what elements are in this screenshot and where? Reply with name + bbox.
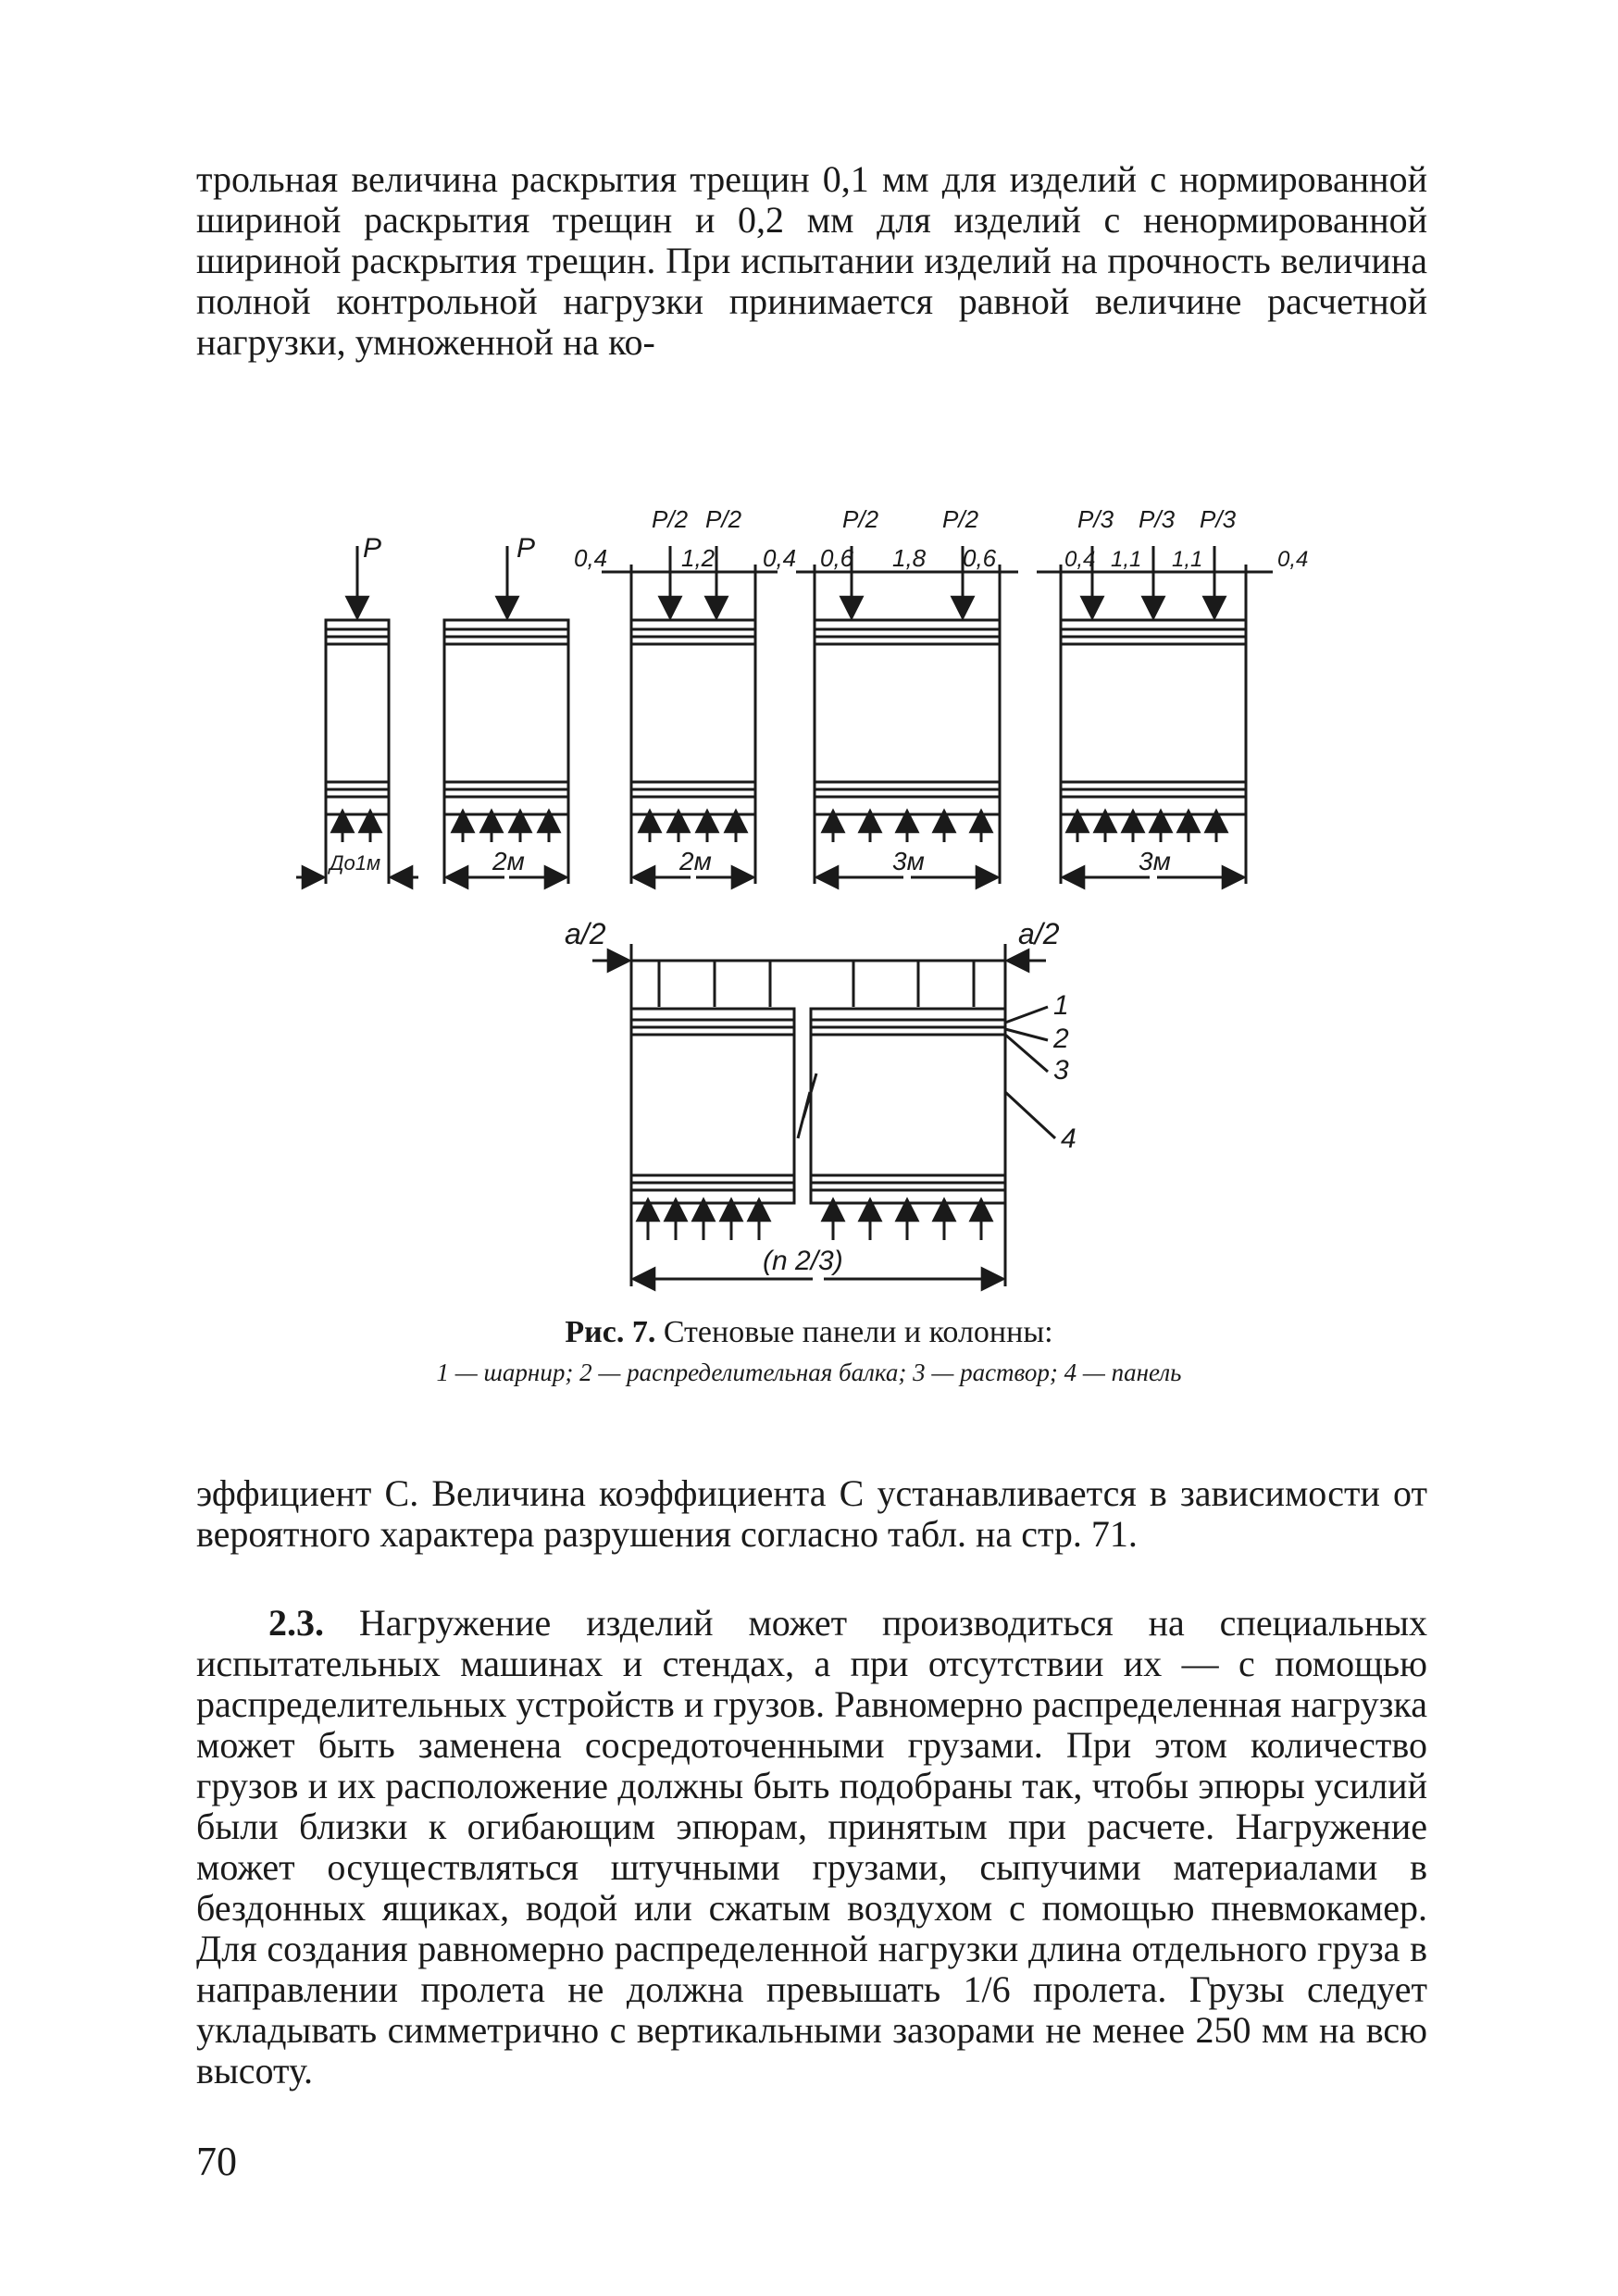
label-dim-0-4-b: 0,4 (763, 544, 797, 572)
label-dim-1-8: 1,8 (892, 544, 927, 572)
label-load-p2-4: P/2 (942, 505, 979, 533)
specimen-panel-3m-p2 (796, 546, 1018, 884)
label-dim-1-2: 1,2 (681, 544, 716, 572)
figure-wall-panels-columns (278, 500, 1351, 1314)
label-dim-0-4-d: 0,4 (1277, 547, 1309, 572)
label-dim-0-6-a: 0,6 (820, 544, 854, 572)
label-load-p-2: P (517, 533, 536, 564)
bottom-paragraph-1: эффициент C. Величина коэффициента C устанавливается в зависимости от вероятного характера разрушения согласно табл. на стр. 71. (196, 1472, 1427, 1555)
caption-label: Рис. 7. (565, 1315, 656, 1349)
section-number: 2.3. (268, 1602, 324, 1644)
page-number: 70 (196, 2139, 237, 2184)
label-span-3m-b: 3м (1139, 847, 1171, 875)
label-load-p-1: P (363, 533, 382, 564)
specimen-column (296, 546, 418, 884)
label-load-p2-3: P/2 (842, 505, 879, 533)
bottom-paragraph-2 (196, 1603, 1427, 2091)
specimen-panel-3m-p3 (1037, 546, 1273, 884)
label-a-half-left: a/2 (565, 917, 606, 950)
label-load-p3-1: P/3 (1077, 505, 1114, 533)
caption-title (0, 1314, 1618, 1351)
callout-2: 2 (1053, 1024, 1069, 1054)
figure-caption (0, 1314, 1618, 1388)
label-load-p2-1: P/2 (652, 505, 689, 533)
label-span-n: (n 2/3) (763, 1246, 843, 1276)
label-load-p3-3: P/3 (1200, 505, 1237, 533)
section-body: Нагружение изделий может производиться на специальных испытательных машинах и стендах, а при отсутствии их — с помощью распределительных устройств и грузов. Равномерно распределенная нагрузка может быть заменена сосредоточенными грузами. При этом количество грузов и их расположение должны быть подобраны так, чтобы эпюры усилий были близки к огибающим эпюрам, принятым при расчете. Нагружение может осуществляться штучными грузами, сыпучими материалами в бездонных ящиках, водой или сжатым воздухом с помощью пневмокамер. Для создания равномерно распределенной нагрузки длина отдельного груза в направлении пролета не должна превышать 1/6 пролета. Грузы следует укладывать симметрично с вертикальными зазорами не менее 250 мм на всю высоту. (196, 1602, 1427, 2091)
label-dim-1-1-b: 1,1 (1172, 547, 1203, 572)
label-dim-1-1-a: 1,1 (1111, 547, 1142, 572)
label-dim-0-6-b: 0,6 (963, 544, 997, 572)
callout-4: 4 (1061, 1123, 1077, 1154)
label-span-2m-b: 2м (679, 847, 712, 875)
label-dim-0-4-c: 0,4 (1064, 547, 1096, 572)
specimen-panel-2m-p2 (602, 546, 778, 884)
caption-legend: 1 — шарнир; 2 — распределительная балка; 3 — раствор; 4 — панель (436, 1359, 1182, 1386)
label-dim-0-4-a: 0,4 (574, 544, 608, 572)
callout-1: 1 (1053, 990, 1069, 1021)
caption-text: Стеновые панели и колонны: (655, 1315, 1053, 1349)
label-span-1m: До1м (330, 851, 381, 875)
label-span-2m-a: 2м (492, 847, 525, 875)
specimen-long-panel (592, 944, 1055, 1286)
callout-3: 3 (1053, 1055, 1069, 1086)
top-paragraph: трольная величина раскрытия трещин 0,1 мм для изделий с нормированной шириной раскрытия трещин и 0,2 мм для изделий с ненормированной шириной раскрытия трещин. При испытании изделий на прочность величина полной контрольной нагрузки принимается равной величине расчетной нагрузки, умноженной на ко- (196, 158, 1427, 363)
specimen-panel-2m-p (444, 546, 568, 884)
label-span-3m-a: 3м (892, 847, 925, 875)
label-a-half-right: a/2 (1018, 917, 1060, 950)
label-load-p2-2: P/2 (705, 505, 742, 533)
label-load-p3-2: P/3 (1139, 505, 1176, 533)
